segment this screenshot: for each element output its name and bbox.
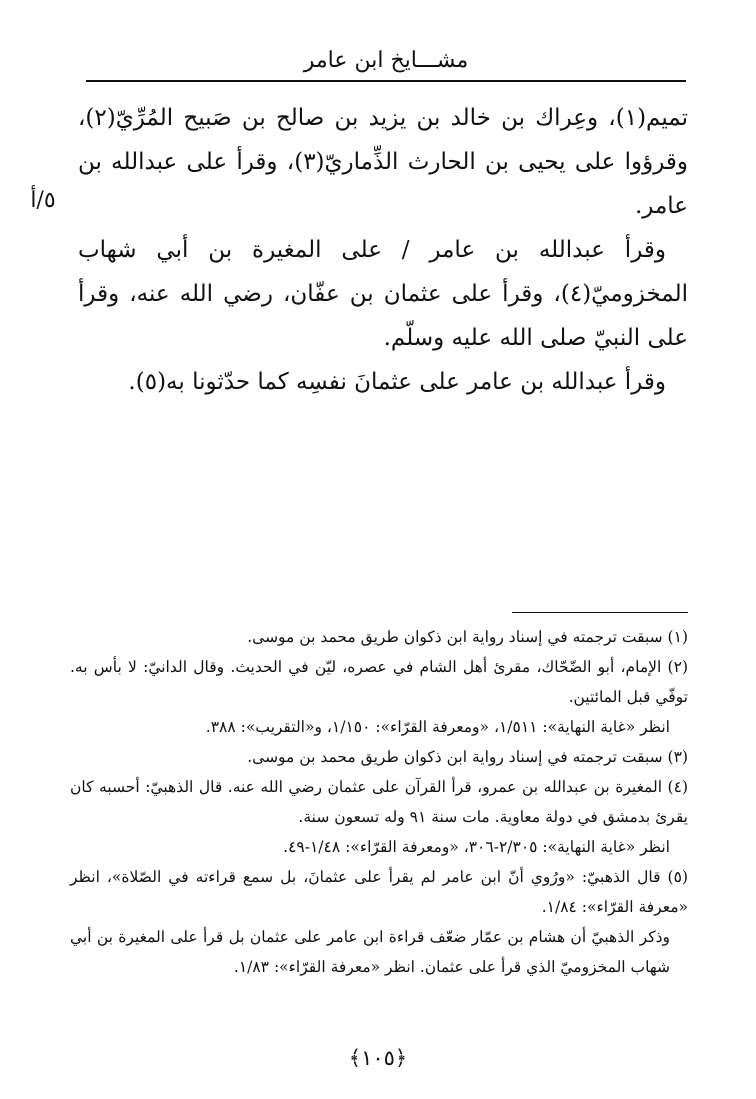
footnote-2: (٢) الإمام، أبو الضّحّاك، مقرئ أهل الشام في عصره، ليّن في الحديث. وقال الدانيّ: لا بأس به. توفّي قبل المائتين. — [70, 658, 688, 706]
footnote-5: (٥) قال الذهبيّ: «ورُوي أنّ ابن عامر لم يقرأ على عثمانَ، بل سمع قراءته في الصّلاة»، انظر «معرفة القرّاء»: ١/٨٤. — [70, 868, 688, 916]
footnotes — [70, 622, 688, 982]
main-paragraph-3: وقرأ عبدالله بن عامر على عثمانَ نفسِه كما حدّثونا به(٥). — [128, 369, 666, 395]
footnote-2-reference: انظر «غاية النهاية»: ١/٥١١، «ومعرفة القرّاء»: ١/١٥٠، و«التقريب»: ٣٨٨. — [205, 718, 670, 736]
footnote-3: (٣) سبقت ترجمته في إسناد رواية ابن ذكوان طريق محمد بن موسى. — [247, 748, 688, 766]
manuscript-folio-marker: ٥/أ — [30, 188, 56, 213]
footnote-separator — [512, 612, 688, 613]
page-number: ﴿١٠٥﴾ — [348, 1046, 408, 1070]
footnote-4: (٤) المغيرة بن عبدالله بن عمرو، قرأ القرآن على عثمان رضي الله عنه. قال الذهبيّ: أحسبه كان يقرئ بدمشق في دولة معاوية. مات سنة ٩١ وله تسعون سنة. — [70, 778, 688, 826]
footnote-5-continuation: وذكر الذهبيّ أن هشام بن عمّار ضعّف قراءة ابن عامر على عثمان بل قرأ على المغيرة بن أبي شهاب المخزوميّ الذي قرأ على عثمان. انظر «معرفة القرّاء»: ١/٨٣. — [70, 928, 670, 976]
running-header: مشـــايخ ابن عامر — [303, 48, 469, 73]
footnote-1: (١) سبقت ترجمته في إسناد رواية ابن ذكوان طريق محمد بن موسى. — [247, 628, 688, 646]
main-paragraph-1: تميم(١)، وعِراك بن خالد بن يزيد بن صالح بن صَبيح المُرِّيّ(٢)، وقرؤوا على يحيى بن الحارث الذِّماريّ(٣)، وقرأ على عبدالله بن عامر. — [78, 105, 688, 219]
header-rule — [86, 80, 686, 82]
main-paragraph-2: وقرأ عبدالله بن عامر / على المغيرة بن أبي شهاب المخزوميّ(٤)، وقرأ على عثمان بن عفّان، رضي الله عنه، وقرأ على النبيّ صلى الله عليه وسلّم. — [78, 237, 688, 351]
main-text — [78, 96, 688, 404]
footnote-4-reference: انظر «غاية النهاية»: ٢/٣٠٥-٣٠٦، «ومعرفة القرّاء»: ١/٤٨-٤٩. — [283, 838, 670, 856]
